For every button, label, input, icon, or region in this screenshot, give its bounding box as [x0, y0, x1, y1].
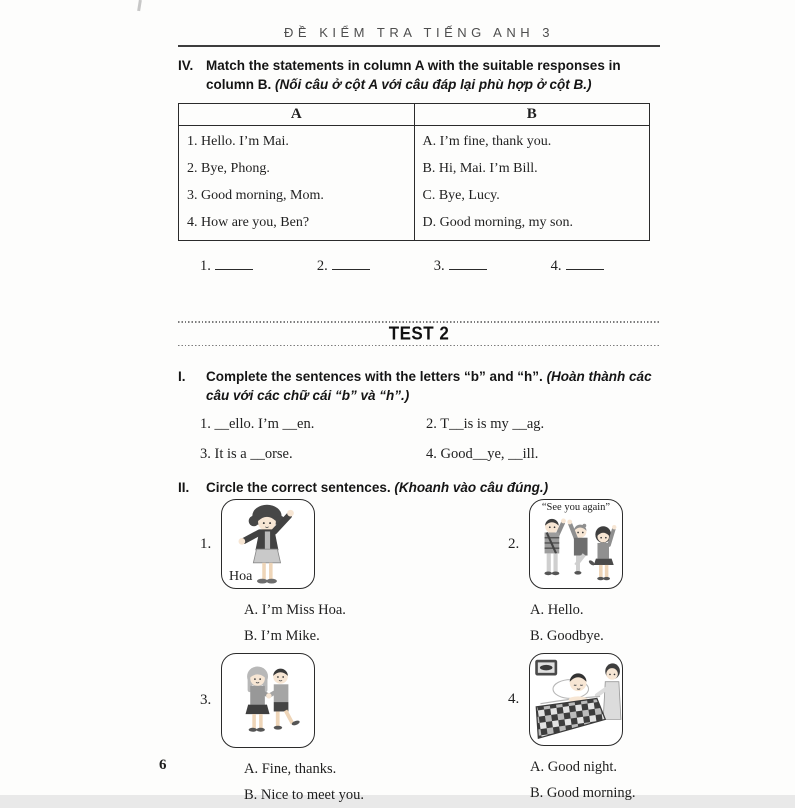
- option-a: A. I’m Miss Hoa.: [244, 602, 346, 619]
- option-a: A. Hello.: [530, 602, 584, 619]
- section-ii-title: [206, 478, 660, 497]
- response: A. I’m fine, thank you.: [422, 134, 552, 149]
- page-number: 6: [159, 757, 167, 773]
- blank-line: [215, 258, 253, 270]
- option-a: A. Good night.: [530, 759, 617, 776]
- answer-blank-4: [551, 258, 604, 275]
- statement: 1. Hello. I’m Mai.: [187, 134, 289, 149]
- option-b: B. Nice to meet you.: [244, 787, 365, 804]
- section-ii-title-en: Circle the correct sentences.: [206, 480, 395, 496]
- two-kids-drawing: [222, 654, 314, 747]
- page-header: [178, 0, 660, 47]
- section-i-numeral: I.: [178, 369, 186, 385]
- table-body-row: [179, 126, 650, 241]
- exercise-item-4: [508, 653, 660, 808]
- response: D. Good morning, my son.: [422, 215, 573, 230]
- section-iv-title: [206, 56, 660, 94]
- option-b: B. Good morning.: [530, 785, 636, 802]
- fill-item-4: 4. Good__ye, __ill.: [426, 446, 539, 463]
- illustration-caption: “See you again”: [541, 502, 611, 514]
- option-a: A. Fine, thanks.: [244, 761, 337, 778]
- section-ii-numeral: II.: [178, 480, 190, 496]
- picture-row: [200, 653, 508, 748]
- options-list: [244, 756, 508, 808]
- column-a-cell: [179, 126, 415, 241]
- options-list: [244, 597, 508, 649]
- picture-row: [200, 499, 508, 589]
- option-b: B. Goodbye.: [530, 628, 604, 645]
- blank-line: [449, 258, 487, 270]
- blank-label: 3.: [433, 258, 445, 274]
- column-b-header: B: [414, 104, 650, 126]
- item-number: 3.: [200, 692, 212, 709]
- page-content: [178, 0, 660, 808]
- options-list: [530, 597, 660, 649]
- section-iv-title-vi: (Nối câu ở cột A với câu đáp lại phù hợp ở cột B.): [275, 77, 592, 92]
- girl-waving-illustration: [221, 499, 315, 589]
- blank-line: [566, 258, 604, 270]
- section-iv-heading: [178, 56, 660, 94]
- exercise-item-1: [178, 499, 508, 649]
- blank-label: 2.: [316, 258, 328, 274]
- response: C. Bye, Lucy.: [422, 188, 500, 203]
- illustration-caption: Hoa: [229, 569, 253, 585]
- picture-row: [508, 653, 660, 746]
- table-header-row: [179, 104, 650, 126]
- two-kids-greeting-illustration: [221, 653, 315, 748]
- item-number: 4.: [508, 691, 520, 708]
- page-header-title: ĐỀ KIỂM TRA TIẾNG ANH 3: [284, 25, 554, 40]
- three-kids-waving-illustration: [529, 499, 623, 589]
- item-number: 1.: [200, 535, 212, 552]
- section-i-title-vi: (Hoàn thành các câu với các chữ cái “b” và “h”.): [206, 369, 652, 404]
- section-iv-title-en: Match the statements in column A with the suitable responses in column B.: [206, 58, 621, 92]
- column-a-header: A: [179, 104, 415, 126]
- three-kids-drawing: [530, 500, 622, 588]
- section-ii-title-vi: (Khoanh vào câu đúng.): [394, 480, 549, 496]
- column-b-cell: [414, 126, 650, 241]
- exercise-item-2: [508, 499, 660, 649]
- picture-exercises: [178, 499, 660, 808]
- answer-blanks: [178, 258, 660, 275]
- statement: 3. Good morning, Mom.: [187, 188, 324, 203]
- picture-row: [508, 499, 660, 589]
- section-i-title-en: Complete the sentences with the letters “b” and “h”.: [206, 369, 547, 385]
- blank-line: [332, 258, 370, 270]
- answer-blank-1: [200, 258, 253, 275]
- test2-title: TEST 2: [388, 322, 450, 344]
- fill-item-2: 2. T__is is my __ag.: [426, 416, 545, 433]
- exercise-item-3: [178, 653, 508, 808]
- header-rule: [178, 45, 660, 47]
- test2-divider: [178, 321, 660, 346]
- item-number: 2.: [508, 535, 520, 552]
- boy-in-bed-drawing: [530, 654, 622, 745]
- section-ii-heading: [178, 478, 660, 497]
- blank-label: 4.: [550, 258, 562, 274]
- statement: 2. Bye, Phong.: [187, 161, 270, 176]
- section-i-heading: [178, 367, 660, 405]
- fill-item-1: 1. __ello. I’m __en.: [200, 416, 315, 433]
- response: B. Hi, Mai. I’m Bill.: [422, 161, 538, 176]
- boy-in-bed-illustration: [529, 653, 623, 746]
- section-i-title: [206, 367, 660, 405]
- statement: 4. How are you, Ben?: [187, 215, 310, 230]
- option-b: B. I’m Mike.: [244, 628, 320, 645]
- fill-in-items: [200, 416, 660, 463]
- dotted-rule-bottom: [178, 345, 660, 347]
- answer-blank-3: [434, 258, 487, 275]
- section-iv-numeral: IV.: [178, 58, 194, 73]
- fill-item-3: 3. It is a __orse.: [200, 446, 293, 463]
- options-list: [530, 754, 660, 806]
- answer-blank-2: [317, 258, 370, 275]
- matching-table: [178, 103, 650, 241]
- blank-label: 1.: [200, 258, 211, 274]
- scan-artifact: [137, 0, 142, 11]
